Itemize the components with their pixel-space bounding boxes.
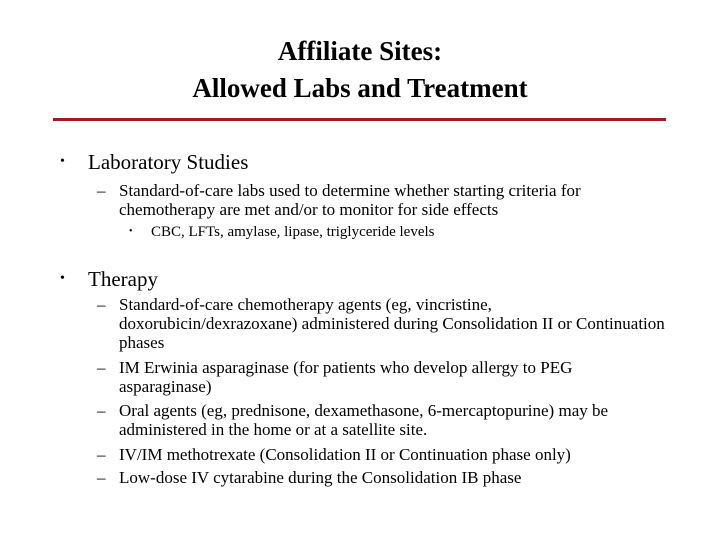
dash-icon: – [97, 181, 106, 200]
bullet-icon: • [60, 154, 65, 169]
section-heading: Therapy [88, 267, 158, 291]
sub-list-item [129, 223, 434, 241]
bullet-icon: • [60, 271, 65, 286]
dash-icon: – [97, 468, 106, 487]
section-heading: Laboratory Studies [88, 150, 249, 174]
list-item-text: IM Erwinia asparaginase (for patients who develop allergy to PEG asparaginase) [119, 358, 573, 396]
slide-title [0, 33, 720, 107]
list-item-text: Low-dose IV cytarabine during the Consolidation IB phase [119, 468, 522, 487]
dash-icon: – [97, 358, 106, 377]
list-item [97, 295, 667, 352]
list-item-text: Standard-of-care chemotherapy agents (eg, vincristine, doxorubicin/dexrazoxane) administered during Consolidation II or Continuation phases [119, 295, 665, 352]
title-line-2: Allowed Labs and Treatment [192, 73, 528, 103]
list-item-text: Oral agents (eg, prednisone, dexamethasone, 6-mercaptopurine) may be administered in the home or at a satellite site. [119, 401, 609, 439]
sub-list-item-text: CBC, LFTs, amylase, lipase, triglyceride levels [151, 224, 435, 240]
list-item [97, 358, 667, 396]
dash-icon: – [97, 295, 106, 314]
list-item-text: IV/IM methotrexate (Consolidation II or Continuation phase only) [119, 445, 571, 464]
title-line-1: Affiliate Sites: [277, 36, 443, 66]
dash-icon: – [97, 445, 106, 464]
list-item [97, 181, 657, 219]
list-item-text: Standard-of-care labs used to determine whether starting criteria for chemotherapy are met and/or to monitor for side effects [119, 181, 581, 219]
dash-icon: – [97, 401, 106, 420]
bullet-icon: • [129, 226, 133, 237]
list-item [97, 401, 667, 439]
list-item [97, 468, 687, 487]
list-item [97, 445, 687, 464]
title-divider [53, 118, 666, 121]
